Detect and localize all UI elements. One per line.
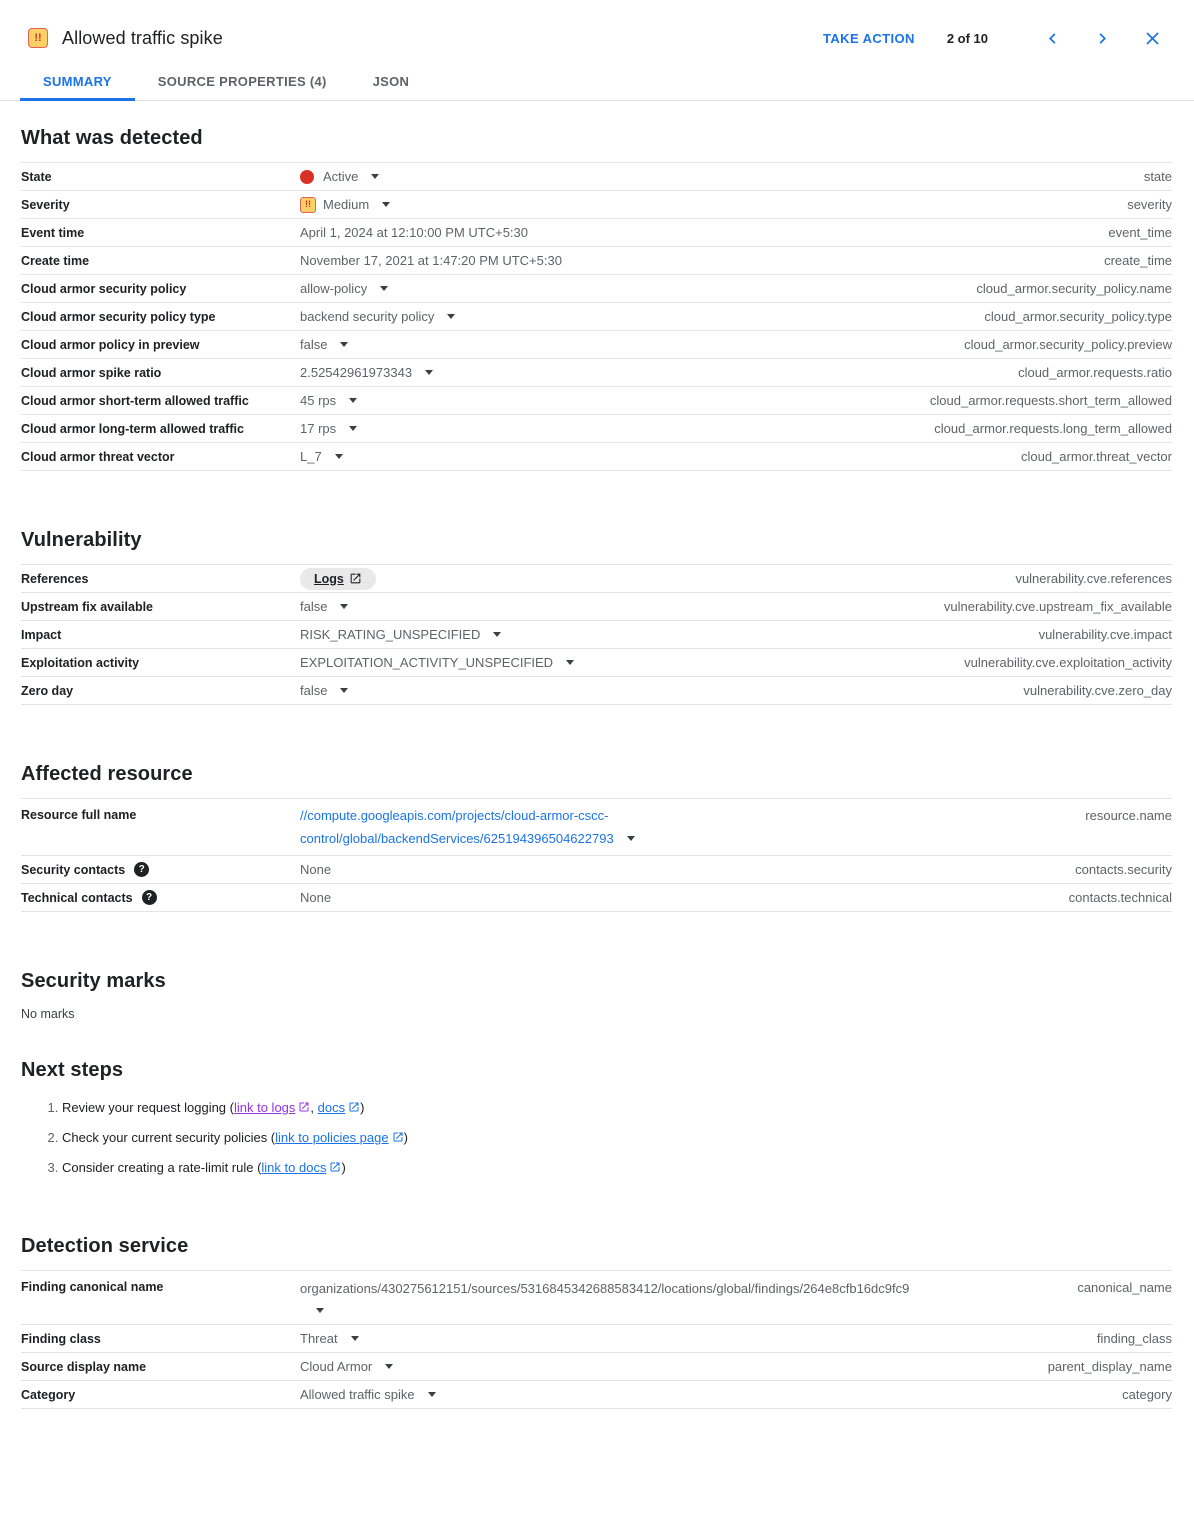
row-field-name: event_time [1108,225,1172,240]
section-title: Vulnerability [21,529,142,551]
external-link-icon [349,572,362,585]
next-step-item: 2. Check your current security policies (link to policies page ) [62,1128,1172,1147]
finding-detail-content [21,127,1172,1409]
row-label: Source display name [21,1359,147,1374]
tab-summary[interactable]: SUMMARY [20,66,135,101]
detail-rows [21,564,1172,705]
row-value-text: November 17, 2021 at 1:47:20 PM UTC+5:30 [300,253,562,268]
row-value-text: false [300,599,328,614]
detail-row [21,677,1172,705]
row-value-text: false [300,337,328,352]
row-value[interactable] [300,1387,1122,1402]
tab-source-properties[interactable]: SOURCE PROPERTIES (4) [157,74,327,89]
detail-rows [21,1270,1172,1409]
row-label: Event time [21,225,85,240]
pagination-counter: 2 of 10 [946,30,988,46]
section-security-marks [21,970,1172,1021]
next-step-link[interactable]: link to logs [234,1100,310,1115]
row-label: Cloud armor security policy type [21,309,216,324]
detail-row [21,1353,1172,1381]
row-value [300,862,1075,877]
detail-row [21,1271,1172,1325]
row-value [300,253,1104,268]
detail-row [21,247,1172,275]
row-field-name: canonical_name [1077,1280,1172,1295]
row-value-text: Active [323,169,359,184]
row-value-text: EXPLOITATION_ACTIVITY_UNSPECIFIED [300,655,554,670]
detail-row [21,191,1172,219]
tab-json[interactable]: JSON [372,74,410,89]
next-step-link[interactable]: link to docs [261,1160,341,1175]
row-label: Category [21,1387,76,1402]
next-step-link[interactable]: docs [318,1100,360,1115]
row-label: Severity [21,197,70,212]
row-value-text: Cloud Armor [300,1359,373,1374]
row-field-name: cloud_armor.requests.ratio [1018,365,1172,380]
detail-row [21,884,1172,912]
row-value-text: None [300,890,332,905]
detail-row [21,856,1172,884]
detail-row [21,593,1172,621]
row-value[interactable] [300,1276,1077,1319]
dropdown-caret-icon[interactable] [340,688,348,693]
row-value-text: 2.52542961973343 [300,365,413,380]
row-label: Finding class [21,1331,101,1346]
row-value[interactable] [300,804,1085,850]
row-field-name: severity [1127,197,1172,212]
previous-finding-button[interactable] [1040,26,1064,50]
dropdown-caret-icon[interactable] [316,1308,324,1313]
row-label: Cloud armor policy in preview [21,337,200,352]
dropdown-caret-icon[interactable] [493,632,501,637]
page-title: Allowed traffic spike [62,27,223,48]
section-title: What was detected [21,127,203,149]
help-icon[interactable]: ? [142,890,157,905]
section-title: Affected resource [21,763,193,785]
row-label: Cloud armor security policy [21,281,187,296]
help-icon[interactable]: ? [134,862,149,877]
logs-chip-label: Logs [314,571,344,586]
row-value[interactable] [300,169,1144,184]
chevron-left-icon [1042,28,1063,49]
row-value[interactable] [300,568,1015,590]
detail-row [21,649,1172,677]
row-label: Cloud armor long-term allowed traffic [21,421,244,436]
row-label: Exploitation activity [21,655,140,670]
header-actions [823,26,1164,50]
row-value-text: April 1, 2024 at 12:10:00 PM UTC+5:30 [300,225,528,240]
row-value-text: RISK_RATING_UNSPECIFIED [300,627,481,642]
dropdown-caret-icon[interactable] [340,342,348,347]
finding-severity-icon: !! [28,28,48,48]
panel-header [0,0,1194,50]
detail-rows [21,798,1172,912]
row-field-name: category [1122,1387,1172,1402]
section-affected-resource [21,763,1172,912]
section-what-was-detected [21,127,1172,471]
row-label: Upstream fix available [21,599,154,614]
row-field-name: cloud_armor.security_policy.preview [964,337,1172,352]
row-value[interactable] [300,197,1127,213]
row-label: Cloud armor short-term allowed traffic [21,393,249,408]
dropdown-caret-icon[interactable] [349,398,357,403]
section-title: Next steps [21,1059,124,1081]
row-value-text: organizations/430275612151/sources/5316845342688583412/locations/global/findings/264e8cfb16dc9fc9 [300,1281,910,1296]
dropdown-caret-icon[interactable] [385,1364,393,1369]
row-value[interactable] [300,627,1039,642]
next-steps-list [21,1098,1172,1177]
row-field-name: cloud_armor.security_policy.name [976,281,1172,296]
row-label: Create time [21,253,90,268]
row-label: Cloud armor spike ratio [21,365,162,380]
row-field-name: state [1143,169,1172,184]
section-next-steps [21,1059,1172,1177]
row-value-text: Threat [300,1331,338,1346]
row-value-text: None [300,862,332,877]
row-field-name: vulnerability.cve.impact [1038,627,1172,642]
row-value[interactable] [300,449,1021,464]
detail-row [21,275,1172,303]
detail-row [21,621,1172,649]
detail-row [21,415,1172,443]
section-note: No marks [21,1007,75,1021]
row-value-text: L_7 [300,449,322,464]
dropdown-caret-icon[interactable] [447,314,455,319]
row-value[interactable] [300,1331,1097,1346]
external-link-icon [298,1101,310,1113]
row-value[interactable] [300,655,964,670]
chevron-right-icon [1092,28,1113,49]
dropdown-caret-icon[interactable] [627,836,635,841]
row-field-name: cloud_armor.threat_vector [1020,449,1172,464]
row-label: Technical contacts ? [21,890,300,905]
resource-link[interactable]: //compute.googleapis.com/projects/cloud-armor-cscc- control/global/backendServices/625194396504622793 [300,808,614,846]
dropdown-caret-icon[interactable] [349,426,357,431]
detail-row [21,387,1172,415]
next-step-item: 3. Consider creating a rate-limit rule (link to docs ) [62,1158,1172,1177]
row-value[interactable] [300,281,976,296]
row-field-name: vulnerability.cve.zero_day [1023,683,1172,698]
row-label: State [21,169,52,184]
row-field-name: contacts.technical [1068,890,1172,905]
row-value-text: 17 rps [300,421,337,436]
detail-row [21,1381,1172,1409]
row-field-name: contacts.security [1075,862,1172,877]
close-icon [1142,28,1163,49]
row-value[interactable] [300,309,984,324]
row-value [300,890,1069,905]
row-value-text: 45 rps [300,393,337,408]
row-value-text: Medium [323,197,370,212]
dropdown-caret-icon[interactable] [380,286,388,291]
dropdown-caret-icon[interactable] [382,202,390,207]
row-value[interactable] [300,599,944,614]
row-value-text: false [300,683,328,698]
detail-rows [21,162,1172,471]
detail-row [21,303,1172,331]
dropdown-caret-icon[interactable] [566,660,574,665]
take-action-button[interactable]: TAKE ACTION [823,30,915,46]
close-button[interactable] [1140,26,1164,50]
row-value[interactable] [300,1359,1048,1374]
detail-row [21,799,1172,856]
resource-link-wrap [300,804,635,850]
row-field-name: finding_class [1096,1331,1172,1346]
dropdown-caret-icon[interactable] [425,370,433,375]
detail-row [21,163,1172,191]
next-step-item: 1. Review your request logging (link to logs , docs ) [62,1098,1172,1117]
row-field-name: cloud_armor.security_policy.type [984,309,1172,324]
detail-row [21,219,1172,247]
dropdown-caret-icon[interactable] [351,1336,359,1341]
tab-bar [0,66,1194,101]
external-link-icon [329,1161,341,1173]
detail-row [21,443,1172,471]
row-label: Resource full name [21,808,137,822]
row-field-name: cloud_armor.requests.short_term_allowed [929,393,1172,408]
severity-medium-icon: !! [300,197,316,213]
section-vulnerability [21,529,1172,705]
row-label: Finding canonical name [21,1280,164,1294]
detail-row [21,359,1172,387]
row-field-name: create_time [1104,253,1172,268]
detail-row [21,565,1172,593]
detail-row [21,331,1172,359]
section-title: Detection service [21,1235,189,1257]
dropdown-caret-icon[interactable] [428,1392,436,1397]
external-link-icon [392,1131,404,1143]
dropdown-caret-icon[interactable] [335,454,343,459]
detail-row [21,1325,1172,1353]
row-label: Zero day [21,683,74,698]
row-label: Security contacts ? [21,862,300,877]
row-value[interactable] [300,365,1018,380]
next-step-link[interactable]: link to policies page [275,1130,403,1145]
row-label: References [21,571,89,586]
external-link-icon [348,1101,360,1113]
section-detection-service [21,1235,1172,1409]
row-field-name: vulnerability.cve.references [1015,571,1172,586]
row-field-name: cloud_armor.requests.long_term_allowed [934,421,1172,436]
row-field-name: resource.name [1085,808,1172,823]
state-active-icon [300,170,314,184]
row-label: Cloud armor threat vector [21,449,175,464]
long-value-wrap [300,1276,909,1319]
row-field-name: vulnerability.cve.exploitation_activity [964,655,1172,670]
row-value [300,225,1108,240]
row-value[interactable] [300,337,964,352]
dropdown-caret-icon[interactable] [371,174,379,179]
row-field-name: parent_display_name [1047,1359,1172,1374]
row-label: Impact [21,627,62,642]
row-value[interactable] [300,683,1023,698]
row-value-text: allow-policy [300,281,368,296]
next-finding-button[interactable] [1090,26,1114,50]
row-value[interactable] [300,393,930,408]
row-field-name: vulnerability.cve.upstream_fix_available [943,599,1172,614]
dropdown-caret-icon[interactable] [340,604,348,609]
row-value[interactable] [300,421,934,436]
row-value-text: Allowed traffic spike [300,1387,415,1402]
section-title: Security marks [21,970,166,992]
logs-chip[interactable] [300,568,376,590]
row-value-text: backend security policy [300,309,435,324]
